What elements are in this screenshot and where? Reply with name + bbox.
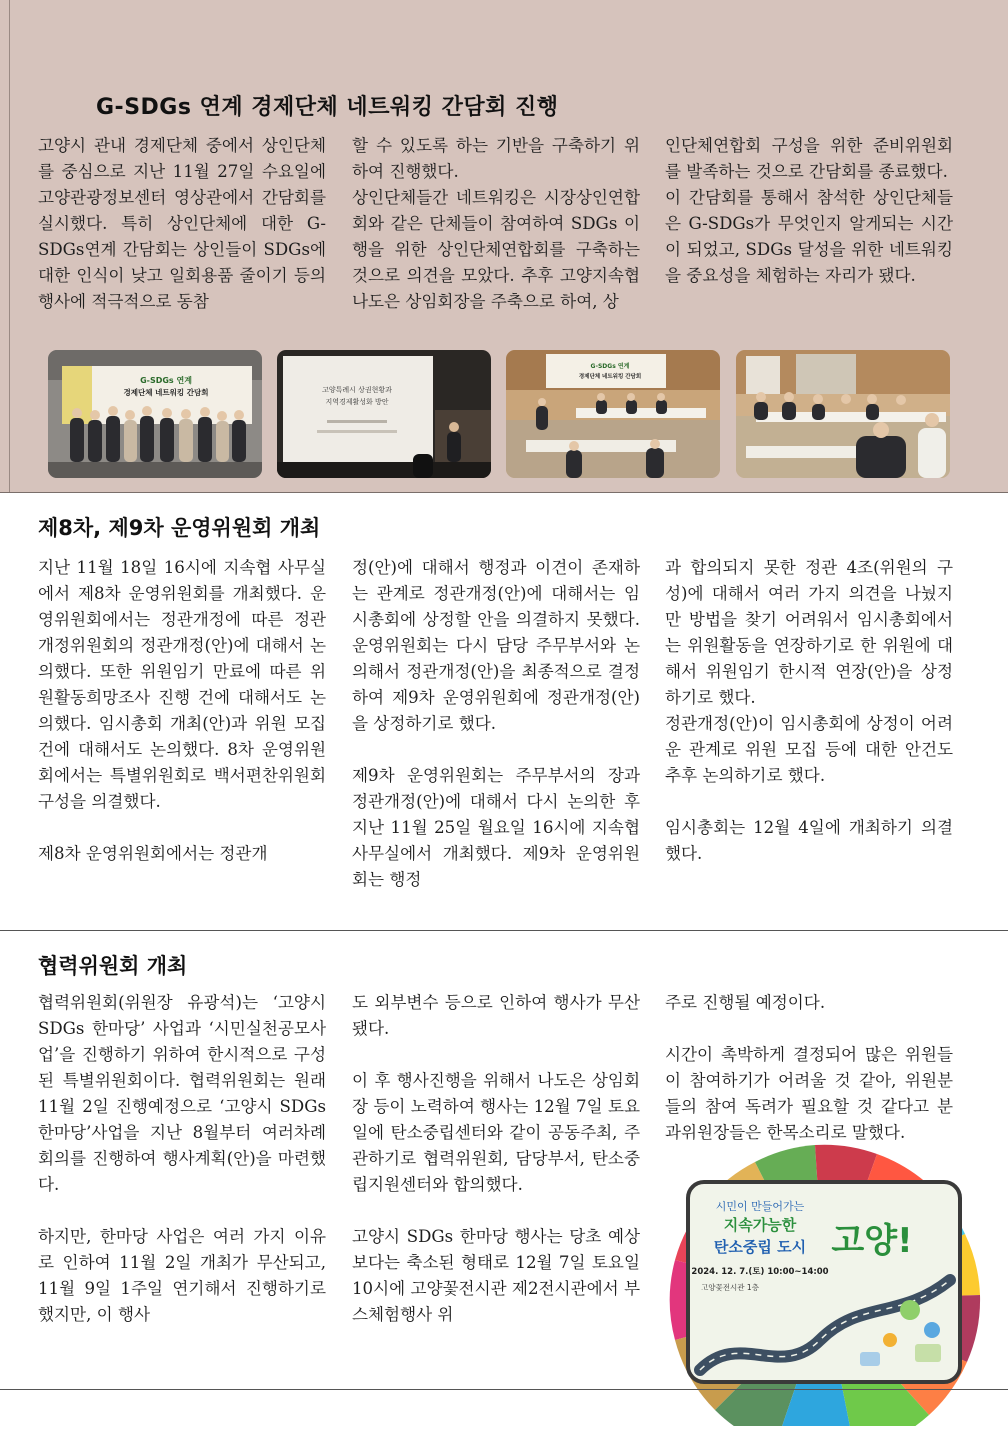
paragraph: 과 합의되지 못한 정관 4조(위원의 구성)에 대해서 여러 가지 의견을 나눴지만 방법을 찾기 어려워서 임시총회에서는 위원활동을 연장하기로 한 위원에 대해서 위원임기 한시적 연장(안)을 상정하기로 했다. xyxy=(665,558,953,707)
paragraph: 제8차 운영위원회에서는 정관개 xyxy=(38,844,268,863)
section1-column-1 xyxy=(38,133,326,315)
poster-date: 2024. 12. 7.(토) 10:00~14:00 xyxy=(691,1267,829,1277)
paragraph: 하지만, 한마당 사업은 여러 가지 이유로 인하여 11월 2일 개최가 무산되고, 11월 9일 1주일 연기해서 진행하기로 했지만, 이 행사 xyxy=(38,1227,326,1324)
meeting-room-photo xyxy=(506,350,720,478)
event-photo-strip xyxy=(48,350,952,478)
paragraph: 주로 진행될 예정이다. xyxy=(665,993,826,1012)
paragraph: 고양시 관내 경제단체 중에서 상인단체를 중심으로 지난 11월 27일 수요일에 고양관광정보센터 영상관에서 간담회를 실시했다. 특히 상인단체에 대한 G-SDGs연계 간담회는 상인들이 SDGs에 대한 인식이 낮고 일회용품 줄이기 등의 행사에 적극적으로 동참 xyxy=(38,136,326,311)
paragraph: 이 간담회를 통해서 참석한 상인단체들은 G-SDGs가 무엇인지 알게되는 시간이 되었고, SDGs 달성을 위한 네트워킹을 중요성을 체험하는 자리가 됐다. xyxy=(665,188,953,285)
paragraph: 고양시 SDGs 한마당 행사는 당초 예상보다는 축소된 형태로 12월 7일 토요일 10시에 고양꽃전시관 제2전시관에서 부스체험행사 위 xyxy=(352,1227,640,1324)
band-edge-line xyxy=(0,0,10,492)
section-divider xyxy=(0,930,1008,931)
page-bottom-rule xyxy=(0,1389,1008,1390)
poster-big-title: 고양! xyxy=(831,1221,913,1261)
section-title-steering-committee: 제8차, 제9차 운영위원회 개최 xyxy=(38,516,321,540)
sdgs-event-poster xyxy=(660,1130,990,1426)
paragraph: 정관개정(안)이 임시총회에 상정이 어려운 관계로 위원 모집 등에 대한 안건도 추후 논의하기로 했다. xyxy=(665,714,953,785)
article-title-networking: G-SDGs 연계 경제단체 네트워킹 간담회 진행 xyxy=(96,95,559,120)
paragraph: 할 수 있도록 하는 기반을 구축하기 위하여 진행했다. xyxy=(352,136,640,181)
paragraph: 도 외부변수 등으로 인하여 행사가 무산됐다. xyxy=(352,993,640,1038)
paragraph: 임시총회는 12월 4일에 개최하기 의결했다. xyxy=(665,818,953,863)
paragraph: 제9차 운영위원회는 주무부서의 장과 정관개정(안)에 대해서 다시 논의한 후 지난 11월 25일 월요일 16시에 지속협 사무실에서 개최했다. 제9차 운영위원회는 행정 xyxy=(352,766,640,889)
slide-title-line2: 지역경제활성화 방안 xyxy=(325,398,389,406)
paragraph: 인단체연합회 구성을 위한 준비위원회를 발족하는 것으로 간담회를 종료했다. xyxy=(665,136,953,181)
section2-column-1 xyxy=(38,555,326,867)
poster-line1: 시민이 만들어가는 xyxy=(715,1200,805,1213)
paragraph: 협력위원회(위원장 유광석)는 ‘고양시 SDGs 한마당’ 사업과 ‘시민실천공모사업’을 진행하기 위하여 한시적으로 구성된 특별위원회이다. 협력위원회는 원래 11월 2일 진행예정으로 ‘고양시 SDGs 한마당’사업을 지난 8월부터 여러차례 회의를 진행하여 행사계획(안)을 마련했다. xyxy=(38,993,326,1194)
presentation-photo xyxy=(277,350,491,478)
paragraph: 지난 11월 18일 16시에 지속협 사무실에서 제8차 운영위원회를 개최했다. 운영위원회에서는 정관개정에 따른 정관개정위원회의 정관개정(안)에 대해서 논의했다. 또한 위원임기 만료에 따른 위원활동희망조사 진행 건에 대해서도 논의했다. 임시총회 개최(안)과 위원 모집 건에 대해서도 논의했다. 8차 운영위원회에서는 특별위원회로 백서편찬위원회 구성을 의결했다. xyxy=(38,558,326,811)
poster-line2: 지속가능한 xyxy=(723,1216,797,1234)
section1-column-2 xyxy=(352,133,640,315)
banner-text-line2: 경제단체 네트워킹 간담회 xyxy=(578,374,642,380)
poster-venue: 고양꽃전시관 1층 xyxy=(701,1283,759,1292)
meeting-participants-photo xyxy=(736,350,950,478)
section2-column-3 xyxy=(665,555,953,867)
section3-column-3 xyxy=(665,990,953,1146)
paragraph: 정(안)에 대해서 행정과 이견이 존재하는 관계로 정관개정(안)에 대해서는 임시총회에 상정할 안을 의결하지 못했다. 운영위원회는 다시 담당 주무부서와 논의해서 정관개정(안)을 최종적으로 결정하여 제9차 운영위원회에 정관개정(안)을 상정하기로 했다. xyxy=(352,558,640,733)
group-photo xyxy=(48,350,262,478)
banner-text-line1: G-SDGs 연계 xyxy=(590,363,630,370)
banner-text-line1: G-SDGs 연계 xyxy=(140,376,192,385)
section1-column-3 xyxy=(665,133,953,289)
section3-column-2 xyxy=(352,990,640,1328)
paragraph: 상인단체들간 네트워킹은 시장상인연합회와 같은 단체들이 참여하여 SDGs 이행을 위한 상인단체연합회를 구축하는 것으로 의견을 모았다. 추후 고양지속협 나도은 상임회장을 주축으로 하여, 상 xyxy=(352,188,640,311)
section2-column-2 xyxy=(352,555,640,893)
paragraph: 이 후 행사진행을 위해서 나도은 상임회장 등이 노력하여 행사는 12월 7일 토요일에 탄소중립센터와 같이 공동주최, 주관하기로 협력위원회, 담당부서, 탄소중립지원센터와 합의했다. xyxy=(352,1071,640,1194)
section-title-cooperation-committee: 협력위원회 개최 xyxy=(38,954,188,978)
slide-title-line1: 고양특례시 상권현황과 xyxy=(322,386,392,394)
poster-line3: 탄소중립 도시 xyxy=(713,1238,807,1256)
banner-text-line2: 경제단체 네트워킹 간담회 xyxy=(123,388,209,397)
paragraph: 시간이 촉박하게 결정되어 많은 위원들이 참여하기가 어려울 것 같아, 위원분들의 참여 독려가 필요할 것 같다고 분과위원장들은 한목소리로 말했다. xyxy=(665,1045,953,1142)
section3-column-1 xyxy=(38,990,326,1328)
